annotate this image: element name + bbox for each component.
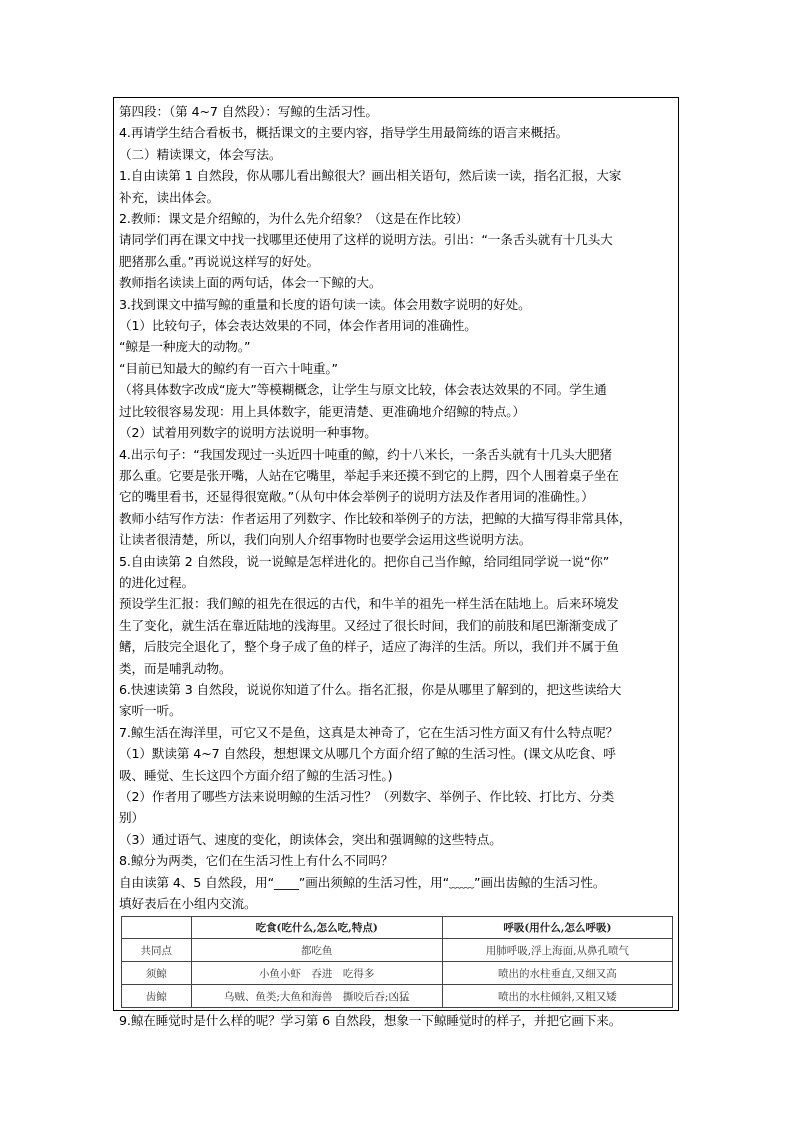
text-line: 别） [119, 810, 144, 826]
text-line: 生了变化，就生活在靠近陆地的浅海里。又经过了很长时间，我们的前肢和尾巴渐渐变成了 [119, 617, 619, 633]
text-line: 5.自由读第 2 自然段，说一说鲸是怎样进化的。把你自己当作鲸，给同组同学说一说“你” [119, 553, 610, 569]
text-line: 4.出示句子：“我国发现过一头近四十吨重的鲸，约十八米长，一条舌头就有十几头大肥猪 [119, 446, 613, 462]
text-line: 填好表后在小组内交流。 [119, 896, 257, 912]
text-line: 3.找到课文中描写鲸的重量和长度的语句读一读。体会用数字说明的好处。 [119, 296, 531, 312]
text-line: 补充，读出体会。 [119, 189, 219, 205]
text-line: 6.快速读第 3 自然段，说说你知道了什么。指名汇报，你是从哪里了解到的，把这些读给大 [119, 681, 622, 697]
text-line: （2）试着用列数字的说明方法说明一种事物。 [119, 425, 377, 441]
lesson-text-bottom [119, 1010, 673, 1031]
table-cell: 齿鲸 [122, 985, 192, 1008]
text-line: 第四段：（第 4~7 自然段）：写鲸的生活习性。 [119, 104, 378, 119]
text-line: 的进化过程。 [119, 574, 194, 590]
table-row [122, 939, 673, 962]
text-line: “目前已知最大的鲸约有一百六十吨重。” [119, 360, 338, 376]
text-line: （1）默读第 4~7 自然段，想想课文从哪几个方面介绍了鲸的生活习性。(课文从吃食、呼 [119, 746, 616, 762]
table-cell: 用肺呼吸,浮上海面,从鼻孔喷气 [442, 939, 672, 962]
text-line: 教师小结写作方法：作者运用了列数字、作比较和举例子的方法，把鲸的大描写得非常具体， [119, 510, 632, 526]
table-header-cell: 吃食(吃什么,怎么吃,特点) [191, 917, 442, 939]
text-line: 鳍，后肢完全退化了，整个身子成了鱼的样子，适应了海洋的生活。所以，我们并不属于鱼 [119, 639, 619, 655]
table-cell: 共同点 [122, 939, 192, 962]
text-line: 预设学生汇报：我们鲸的祖先在很远的古代，和牛羊的祖先一样生活在陆地上。后来环境发 [119, 596, 619, 612]
table-cell: 都吃鱼 [191, 939, 442, 962]
text-line: 它的嘴里看书，还显得很宽敞。”（从句中体会举例子的说明方法及作者用词的准确性。） [119, 489, 594, 505]
table-cell: 喷出的水柱垂直,又细又高 [442, 962, 672, 985]
table-cell: 须鲸 [122, 962, 192, 985]
text-line: 请同学们再在课文中找一找哪里还使用了这样的说明方法。引出：“一条舌头就有十几头大 [119, 232, 613, 248]
table-row [122, 962, 673, 985]
text-line: 1.自由读第 1 自然段，你从哪儿看出鲸很大？画出相关语句，然后读一读，指名汇报，大家 [119, 168, 622, 184]
text-line: （将具体数字改成“庞大”等模糊概念，让学生与原文比较，体会表达效果的不同。学生通 [119, 382, 607, 398]
text-line: （2）作者用了哪些方法来说明鲸的生活习性？（列数字、举例子、作比较、打比方、分类 [119, 789, 615, 804]
table-header-cell: 呼吸(用什么,怎么呼吸) [442, 917, 672, 939]
text-line: 7.鲸生活在海洋里，可它又不是鱼，这真是太神奇了，它在生活习性方面又有什么特点呢？ [119, 724, 619, 740]
table-header-cell [122, 917, 192, 939]
text-line: （3）通过语气、速度的变化，朗读体会，突出和强调鲸的这些特点。 [119, 831, 502, 847]
table-row [122, 985, 673, 1008]
table-cell: 乌贼、鱼类;大鱼和海兽 撕咬后吞;凶猛 [191, 985, 442, 1008]
text-line: 4.再请学生结合看板书，概括课文的主要内容，指导学生用最简练的语言来概括。 [119, 125, 569, 141]
text-line: 那么重。它要是张开嘴，人站在它嘴里，举起手来还摸不到它的上腭，四个人围着桌子坐在 [119, 467, 619, 483]
text-line: 过比较很容易发现：用上具体数字，能更清楚、更准确地介绍鲸的特点。） [119, 403, 525, 419]
table-header-row [122, 917, 673, 939]
text-line: 自由读第 4、5 自然段，用“____”画出须鲸的生活习性，用“﹏﹏”画出齿鲸的生活习性。 [119, 874, 606, 890]
table-cell: 小鱼小虾 吞进 吃得多 [191, 962, 442, 985]
lesson-plan-box [113, 97, 679, 1029]
text-line: 8.鲸分为两类，它们在生活习性上有什么不同吗？ [119, 853, 394, 869]
text-line: 肥猪那么重。”再说说这样写的好处。 [119, 253, 320, 269]
text-line: （二）精读课文，体会写法。 [119, 146, 282, 162]
text-line: 家听一听。 [119, 703, 182, 719]
text-line: 9.鲸在睡觉时是什么样的呢？学习第 6 自然段，想象一下鲸睡觉时的样子，并把它画下来。 [119, 1013, 622, 1029]
text-line: 教师指名读读上面的两句话，体会一下鲸的大。 [119, 275, 382, 291]
text-line: “鲸是一种庞大的动物。” [119, 339, 251, 355]
lesson-text-top [119, 101, 673, 914]
text-line: 类，而是哺乳动物。 [119, 660, 232, 676]
whale-habits-table [121, 916, 673, 1008]
text-line: 2.教师：课文是介绍鲸的，为什么先介绍象？（这是在作比较） [119, 211, 469, 227]
text-line: （1）比较句子，体会表达效果的不同，体会作者用词的准确性。 [119, 318, 477, 334]
text-line: 吸、睡觉、生长这四个方面介绍了鲸的生活习性。) [119, 767, 393, 783]
table-cell: 喷出的水柱倾斜,又粗又矮 [442, 985, 672, 1008]
text-line: 让读者很清楚，所以，我们向别人介绍事物时也要学会运用这些说明方法。 [119, 532, 532, 548]
